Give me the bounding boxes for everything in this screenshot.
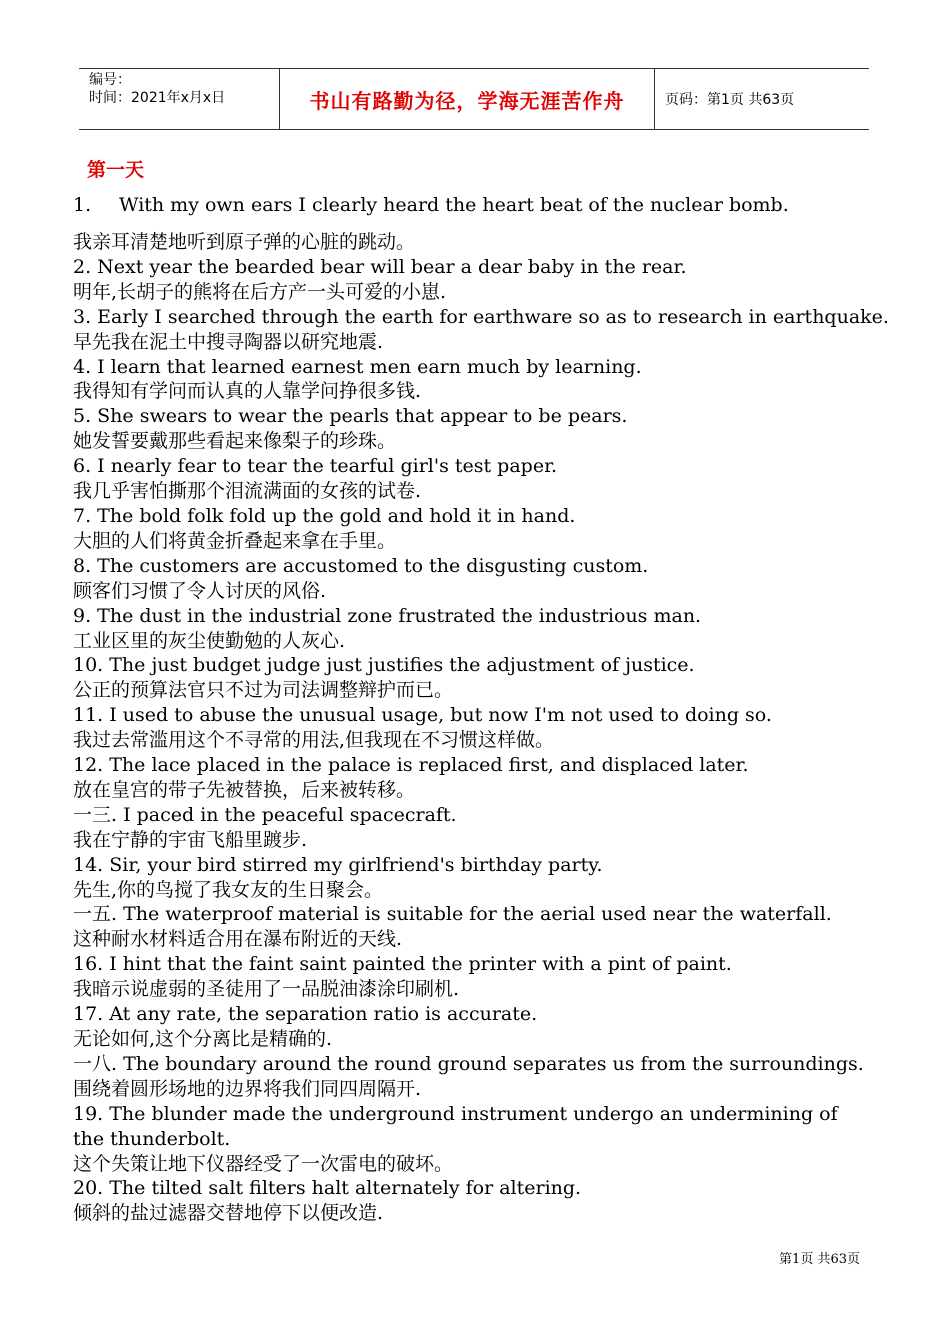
header-meta [79, 69, 280, 129]
sentence-english: 11. I used to abuse the unusual usage, but now I'm not used to doing so. [73, 704, 772, 727]
sentence-english: 一五. The waterproof material is suitable for the aerial used near the waterfall. [73, 903, 832, 926]
sentence-chinese: 我过去常滥用这个不寻常的用法,但我现在不习惯这样做。 [73, 729, 555, 752]
page-header [79, 68, 869, 130]
sentence-english: 10. The just budget judge just justifies the adjustment of justice. [73, 654, 695, 677]
first-item-number: 1. [73, 194, 92, 216]
sentence-english: 3. Early I searched through the earth for earthware so as to research in earthquake. [73, 305, 889, 328]
sentence-english: 14. Sir, your bird stirred my girlfriend's birthday party. [73, 853, 603, 876]
sentence-chinese: 无论如何,这个分离比是精确的. [73, 1028, 333, 1050]
sentence-chinese: 明年,长胡子的熊将在后方产一头可爱的小崽. [73, 280, 447, 303]
sentence-chinese: 这种耐水材料适合用在瀑布附近的天线. [73, 928, 403, 951]
header-motto: 书山有路勤为径，学海无涯苦作舟 [280, 69, 655, 129]
sentence-chinese: 放在皇宫的带子先被替换，后来被转移。 [73, 778, 416, 801]
number-label: 编号： [89, 72, 131, 88]
sentence-english: 2. Next year the bearded bear will bear a dear baby in the rear. [73, 255, 687, 278]
header-page-label: 页码：第1页 共63页 [665, 92, 795, 108]
first-item-english [73, 194, 789, 216]
first-item-chinese: 我亲耳清楚地听到原子弹的心脏的跳动。 [73, 231, 416, 253]
sentence-chinese: 早先我在泥土中搜寻陶器以研究地震. [73, 330, 384, 353]
sentence-english: 一三. I paced in the peaceful spacecraft. [73, 803, 457, 826]
sentence-chinese: 我在宁静的宇宙飞船里踱步. [73, 828, 308, 851]
sentence-chinese: 大胆的人们将黄金折叠起来拿在手里。 [73, 529, 397, 552]
date-label: 时间：2021年x月x日 [89, 90, 226, 106]
sentence-chinese: 我得知有学问而认真的人靠学问挣很多钱. [73, 380, 422, 403]
sentence-english: 16. I hint that the faint saint painted the printer with a pint of paint. [73, 953, 732, 976]
sentence-english: 8. The customers are accustomed to the disgusting custom. [73, 554, 649, 577]
sentence-english: 20. The tilted salt filters halt alternately for altering. [73, 1177, 582, 1200]
section-title: 第一天 [87, 159, 145, 181]
sentence-chinese: 先生,你的鸟搅了我女友的生日聚会。 [73, 878, 384, 901]
page-footer: 第1页 共63页 [779, 1252, 860, 1267]
sentence-chinese: 工业区里的灰尘使勤勉的人灰心. [73, 629, 346, 652]
sentence-english: 12. The lace placed in the palace is replaced first, and displaced later. [73, 754, 749, 777]
sentence-english: 7. The bold folk fold up the gold and hold it in hand. [73, 504, 576, 527]
sentence-chinese: 顾客们习惯了令人讨厌的风俗. [73, 579, 327, 602]
sentence-english: 一八. The boundary around the round ground separates us from the surroundings. [73, 1052, 864, 1075]
sentence-chinese: 这个失策让地下仪器经受了一次雷电的破坏。 [73, 1152, 454, 1175]
sentence-chinese: 围绕着圆形场地的边界将我们同四周隔开. [73, 1077, 422, 1100]
first-item-text: With my own ears I clearly heard the heart beat of the nuclear bomb. [119, 194, 789, 216]
sentence-list [73, 230, 889, 1226]
sentence-chinese: 我暗示说虚弱的圣徒用了一品脱油漆涂印刷机. [73, 978, 460, 1001]
sentence-chinese: 她发誓要戴那些看起来像梨子的珍珠。 [73, 430, 397, 453]
sentence-english: 6. I nearly fear to tear the tearful girl's test paper. [73, 455, 558, 478]
sentence-english: 5. She swears to wear the pearls that appear to be pears. [73, 405, 628, 428]
sentence-english: 9. The dust in the industrial zone frustrated the industrious man. [73, 604, 702, 627]
sentence-english: 19. The blunder made the underground instrument undergo an undermining of the thunderbolt. [73, 1102, 838, 1150]
sentence-chinese: 公正的预算法官只不过为司法调整辩护而已。 [73, 679, 454, 702]
sentence-english: 17. At any rate, the separation ratio is accurate. [73, 1003, 538, 1026]
sentence-english: 4. I learn that learned earnest men earn much by learning. [73, 355, 642, 378]
sentence-chinese: 倾斜的盐过滤器交替地停下以便改造. [73, 1202, 384, 1225]
sentence-chinese: 我几乎害怕撕那个泪流满面的女孩的试卷. [73, 480, 422, 503]
